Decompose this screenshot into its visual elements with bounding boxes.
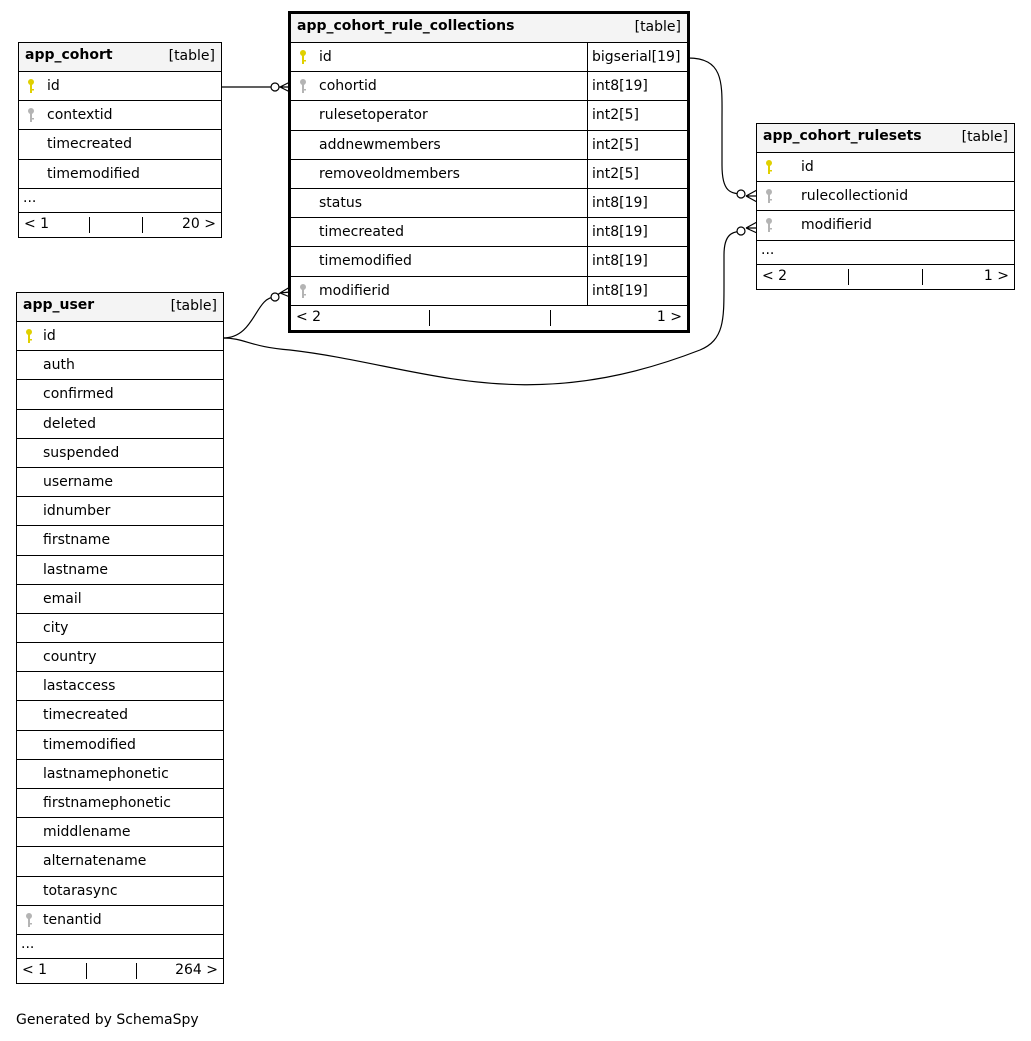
column-name: rulecollectionid [801,188,909,205]
table-name: app_user [23,297,95,313]
primary-key-icon [763,159,775,175]
table-app-cohort[interactable] [18,42,222,238]
relation-pager [757,265,1014,289]
column-row[interactable] [17,701,223,730]
column-row[interactable] [19,101,221,130]
column-row[interactable] [19,130,221,159]
column-name: id [47,78,60,94]
relation-pager [291,306,687,330]
column-row[interactable] [17,439,223,468]
more-columns-indicator: ... [19,189,221,213]
foreign-key-icon [763,188,775,204]
column-name: contextid [47,107,113,124]
column-name: timecreated [47,136,132,153]
column-row[interactable] [757,182,1014,211]
column-type: int8[19] [587,72,687,100]
column-row[interactable] [17,789,223,818]
column-row[interactable] [17,672,223,701]
table-header [19,43,221,72]
column-name: removeoldmembers [319,165,460,182]
pager-divider [89,217,90,233]
column-row[interactable] [291,101,687,130]
column-name: middlename [43,824,131,841]
column-name: tenantid [43,911,102,928]
column-row[interactable] [291,189,687,218]
pager-divider [550,310,551,326]
column-row[interactable] [17,585,223,614]
table-type: [table] [961,129,1008,145]
column-name: id [319,49,332,65]
table-type: [table] [168,48,215,64]
column-list [17,322,223,935]
edge-user-collections-marker [271,293,279,301]
children-count[interactable]: 20 > [182,215,216,232]
column-name: city [43,619,69,636]
column-name: country [43,649,97,666]
column-row[interactable] [17,322,223,351]
table-type: [table] [170,298,217,314]
column-name: email [43,590,82,607]
column-row[interactable] [17,526,223,555]
table-name: app_cohort_rule_collections [297,18,515,34]
column-name: timemodified [319,253,412,270]
column-type: int2[5] [587,101,687,129]
column-name: modifierid [801,217,872,234]
table-app-user[interactable] [16,292,224,984]
column-name: firstname [43,532,111,549]
column-row[interactable] [291,43,687,72]
column-name: lastnamephonetic [43,765,169,782]
column-name: confirmed [43,386,114,403]
more-columns-indicator: ... [757,241,1014,265]
parents-count[interactable]: < 2 [296,308,322,325]
column-type: int8[19] [587,247,687,275]
column-row[interactable] [17,818,223,847]
column-name: addnewmembers [319,136,441,153]
column-row[interactable] [757,153,1014,182]
pager-divider [136,963,137,979]
table-header [291,14,687,43]
column-row[interactable] [17,731,223,760]
column-type: int8[19] [587,218,687,246]
column-name: timecreated [43,707,128,724]
column-row[interactable] [17,614,223,643]
column-row[interactable] [17,351,223,380]
table-name: app_cohort_rulesets [763,128,922,144]
parents-count[interactable]: < 2 [762,267,788,284]
column-name: cohortid [319,78,377,95]
relation-pager [19,213,221,237]
column-row[interactable] [17,380,223,409]
column-row[interactable] [17,906,223,935]
table-header [757,124,1014,153]
foreign-key-icon [297,283,309,299]
column-name: lastaccess [43,678,116,695]
more-columns-indicator: ... [17,935,223,959]
column-name: username [43,473,113,490]
column-name: firstnamephonetic [43,795,171,811]
column-row[interactable] [17,877,223,906]
foreign-key-icon [25,107,37,123]
children-count[interactable]: 1 > [983,267,1009,284]
column-row[interactable] [17,847,223,876]
column-name: timecreated [319,224,404,241]
column-name: auth [43,357,75,374]
column-row[interactable] [291,131,687,160]
column-row[interactable] [17,410,223,439]
column-name: totarasync [43,882,118,899]
column-name: timemodified [47,165,140,182]
column-type: bigserial[19] [587,43,687,71]
pager-divider [86,963,87,979]
column-row[interactable] [19,160,221,189]
edge-collections-rulesets-marker [737,190,745,198]
parents-count[interactable]: < 1 [22,961,48,978]
column-row[interactable] [17,497,223,526]
column-row[interactable] [291,160,687,189]
column-type: int8[19] [587,277,687,305]
column-type: int2[5] [587,131,687,159]
column-type: int2[5] [587,160,687,188]
column-row[interactable] [17,468,223,497]
column-name: lastname [43,561,108,578]
column-name: modifierid [319,282,390,299]
edge-cohort-optional-marker [271,83,279,91]
relation-pager [17,959,223,983]
edge-collections-to-rulesets [688,58,745,194]
pager-divider [142,217,143,233]
table-name: app_cohort [25,47,113,63]
table-app-cohort-rulesets[interactable] [756,123,1015,290]
pager-divider [848,269,849,285]
footer-credit: Generated by SchemaSpy [16,1012,199,1028]
pager-divider [922,269,923,285]
column-name: rulesetoperator [319,107,428,124]
column-row[interactable] [17,760,223,789]
edge-user-rulesets-marker [737,227,745,235]
parents-count[interactable]: < 1 [24,215,50,232]
foreign-key-icon [23,912,35,928]
column-row[interactable] [17,556,223,585]
column-name: status [319,194,363,211]
table-app-cohort-rule-collections[interactable] [288,11,690,333]
column-list [19,72,221,189]
column-name: alternatename [43,853,147,870]
table-type: [table] [634,19,681,35]
column-list [757,153,1014,241]
column-list [291,43,687,306]
column-row[interactable] [757,211,1014,240]
pager-divider [429,310,430,326]
foreign-key-icon [763,217,775,233]
column-row[interactable] [17,643,223,672]
children-count[interactable]: 1 > [656,308,682,325]
primary-key-icon [297,49,309,65]
column-row[interactable] [19,72,221,101]
column-name: id [43,328,56,344]
column-row[interactable] [291,277,687,306]
column-row[interactable] [291,247,687,276]
table-header [17,293,223,322]
column-name: id [801,159,814,175]
column-type: int8[19] [587,189,687,217]
children-count[interactable]: 264 > [175,961,218,978]
column-name: timemodified [43,736,136,753]
primary-key-icon [25,78,37,94]
primary-key-icon [23,328,35,344]
column-row[interactable] [291,72,687,101]
column-row[interactable] [291,218,687,247]
foreign-key-icon [297,78,309,94]
column-name: deleted [43,415,96,432]
column-name: suspended [43,444,120,461]
column-name: idnumber [43,503,111,520]
